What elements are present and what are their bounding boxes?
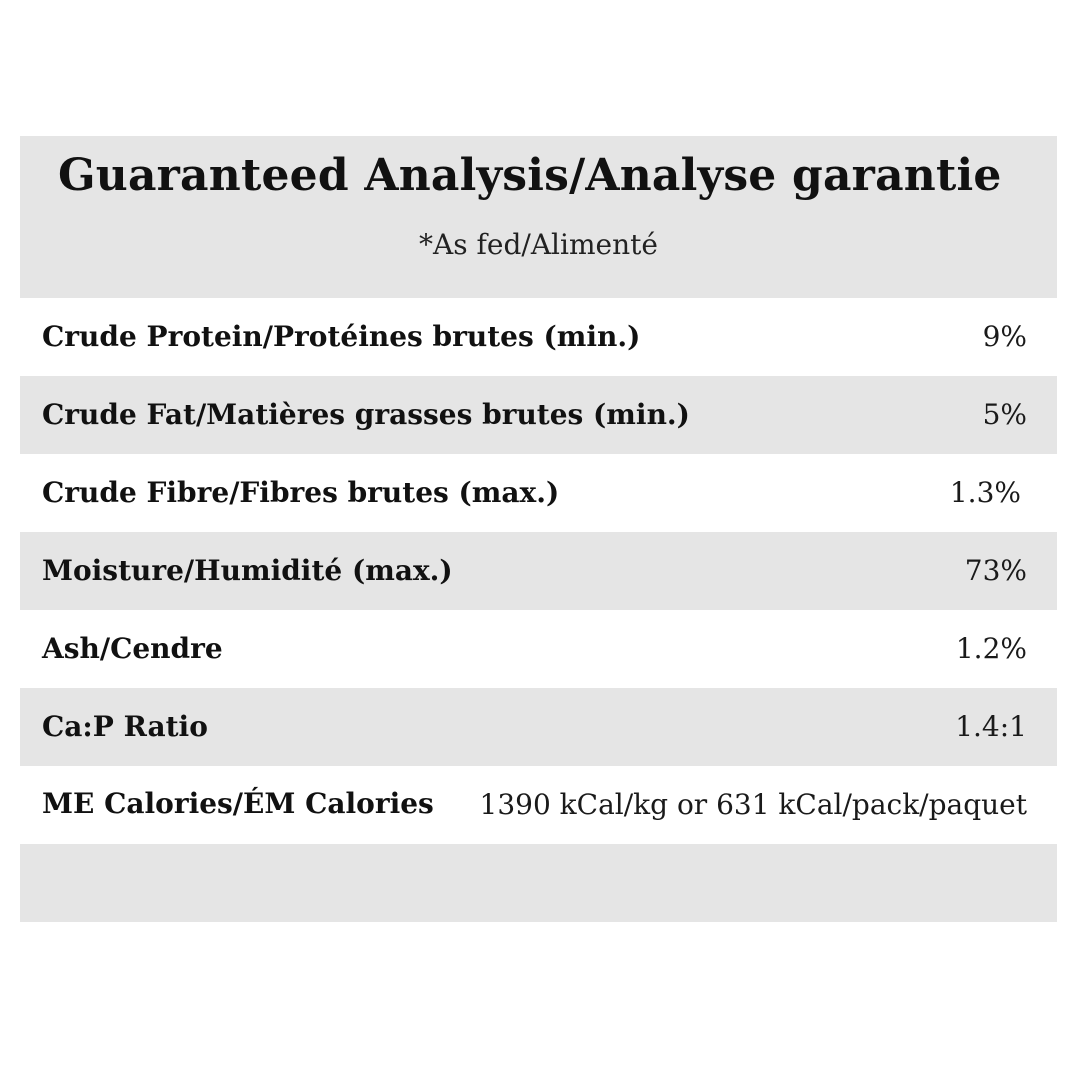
row-value: 9% — [982, 320, 1027, 353]
row-value: 73% — [964, 554, 1027, 587]
as-fed-note: *As fed/Alimenté — [419, 228, 658, 261]
page-title: Guaranteed Analysis/Analyse garantie — [58, 150, 1002, 201]
row-value: 5% — [982, 398, 1027, 431]
analysis-row-crude-protein — [20, 298, 1057, 376]
row-label: ME Calories/ÉM Calories — [42, 787, 434, 820]
analysis-row-crude-fat — [20, 376, 1057, 454]
row-label: Crude Protein/Protéines brutes (min.) — [42, 320, 641, 353]
row-value: 1.4:1 — [955, 710, 1027, 743]
analysis-row-me-calories — [20, 766, 1057, 844]
row-label: Moisture/Humidité (max.) — [42, 554, 453, 587]
row-value: 1.2% — [955, 632, 1027, 665]
row-label: Ca:P Ratio — [42, 710, 208, 743]
analysis-header — [20, 136, 1057, 298]
row-value: 1390 kCal/kg or 631 kCal/pack/paquet — [479, 788, 1027, 821]
analysis-row-ash — [20, 610, 1057, 688]
row-label: Ash/Cendre — [42, 632, 223, 665]
analysis-row-moisture — [20, 532, 1057, 610]
analysis-row-crude-fibre — [20, 454, 1057, 532]
footer-band — [20, 844, 1057, 922]
analysis-row-ca-p-ratio — [20, 688, 1057, 766]
row-value: 1.3% — [949, 476, 1021, 509]
row-label: Crude Fibre/Fibres brutes (max.) — [42, 476, 560, 509]
row-label: Crude Fat/Matières grasses brutes (min.) — [42, 398, 690, 431]
guaranteed-analysis-panel — [20, 136, 1057, 922]
